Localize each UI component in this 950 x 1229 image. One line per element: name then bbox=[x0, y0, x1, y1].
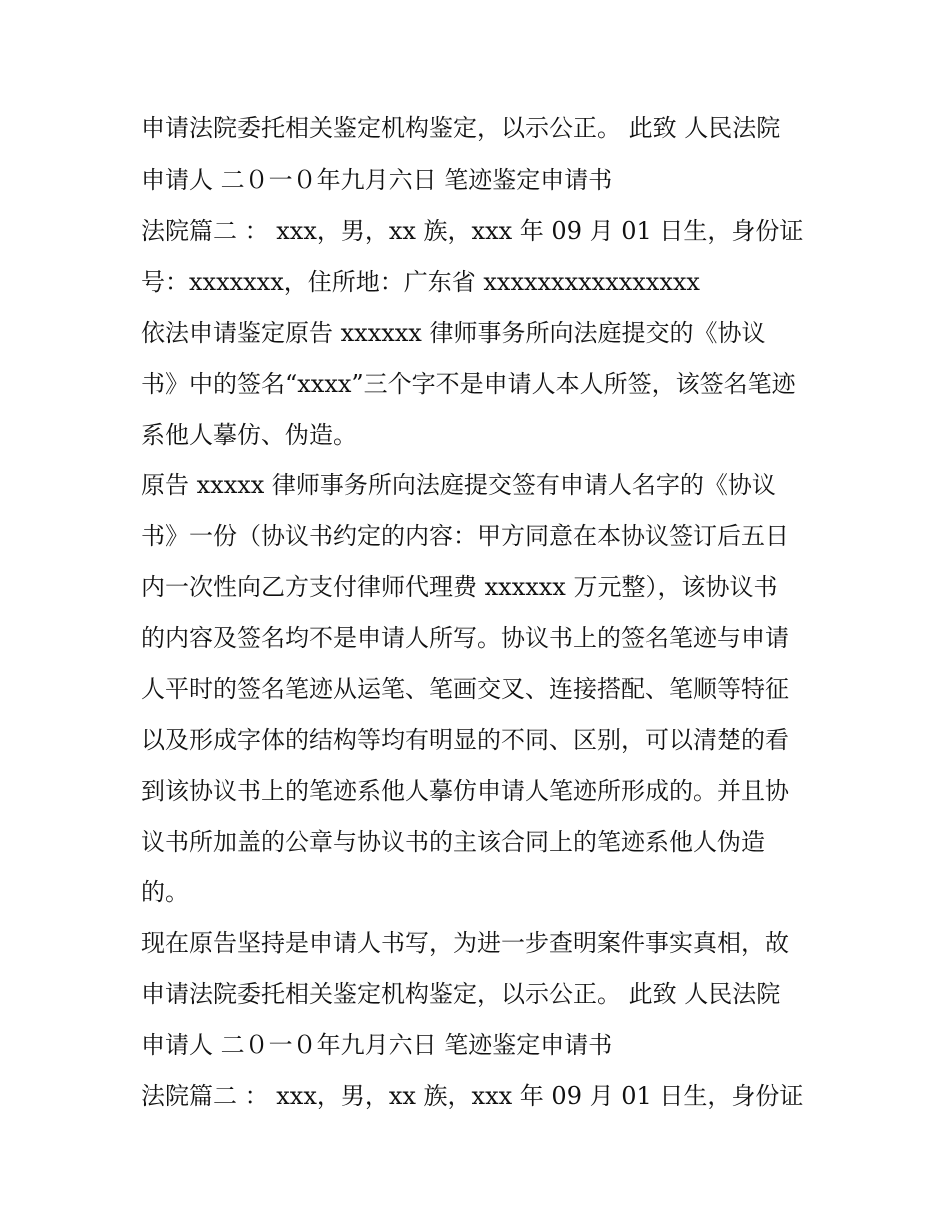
text-line: 议书所加盖的公章与协议书的主该合同上的笔迹系他人伪造 bbox=[141, 828, 765, 856]
text-line: 系他人摹仿、伪造。 bbox=[141, 421, 357, 449]
text-line: 法院篇二 ： xxx，男，xx 族，xxx 年 09 月 01 日生，身份证 bbox=[141, 1082, 804, 1110]
text-line: 原告 xxxxx 律师事务所向法庭提交签有申请人名字的《协议 bbox=[141, 471, 776, 499]
text-line: 法院篇二 ： xxx，男，xx 族，xxx 年 09 月 01 日生，身份证 bbox=[141, 217, 804, 245]
text-line: 书》一份（协议书约定的内容：甲方同意在本协议签订后五日 bbox=[141, 522, 789, 550]
text-line: 号：xxxxxxx，住所地：广东省 xxxxxxxxxxxxxxxx bbox=[141, 268, 700, 296]
text-line: 的内容及签名均不是申请人所写。协议书上的签名笔迹与申请 bbox=[141, 624, 789, 652]
text-line: 申请人 二０一０年九月六日 笔迹鉴定申请书 bbox=[141, 1031, 613, 1059]
text-line: 申请法院委托相关鉴定机构鉴定，以示公正。 此致 人民法院 bbox=[141, 980, 781, 1008]
text-line: 申请法院委托相关鉴定机构鉴定，以示公正。 此致 人民法院 bbox=[141, 114, 781, 142]
text-line: 依法申请鉴定原告 xxxxxx 律师事务所向法庭提交的《协议 bbox=[141, 319, 766, 347]
text-line: 人平时的签名笔迹从运笔、笔画交叉、连接搭配、笔顺等特征 bbox=[141, 675, 789, 703]
text-line: 内一次性向乙方支付律师代理费 xxxxxx 万元整），该协议书 bbox=[141, 573, 778, 601]
text-line: 的。 bbox=[141, 878, 189, 906]
text-line: 以及形成字体的结构等均有明显的不同、区别，可以清楚的看 bbox=[141, 726, 789, 754]
text-line: 申请人 二０一０年九月六日 笔迹鉴定申请书 bbox=[141, 166, 613, 194]
text-line: 书》中的签名“xxxx”三个字不是申请人本人所签，该签名笔迹 bbox=[141, 370, 796, 398]
text-line: 现在原告坚持是申请人书写，为进一步查明案件事实真相，故 bbox=[141, 929, 789, 957]
text-line: 到该协议书上的笔迹系他人摹仿申请人笔迹所形成的。并且协 bbox=[141, 777, 789, 805]
